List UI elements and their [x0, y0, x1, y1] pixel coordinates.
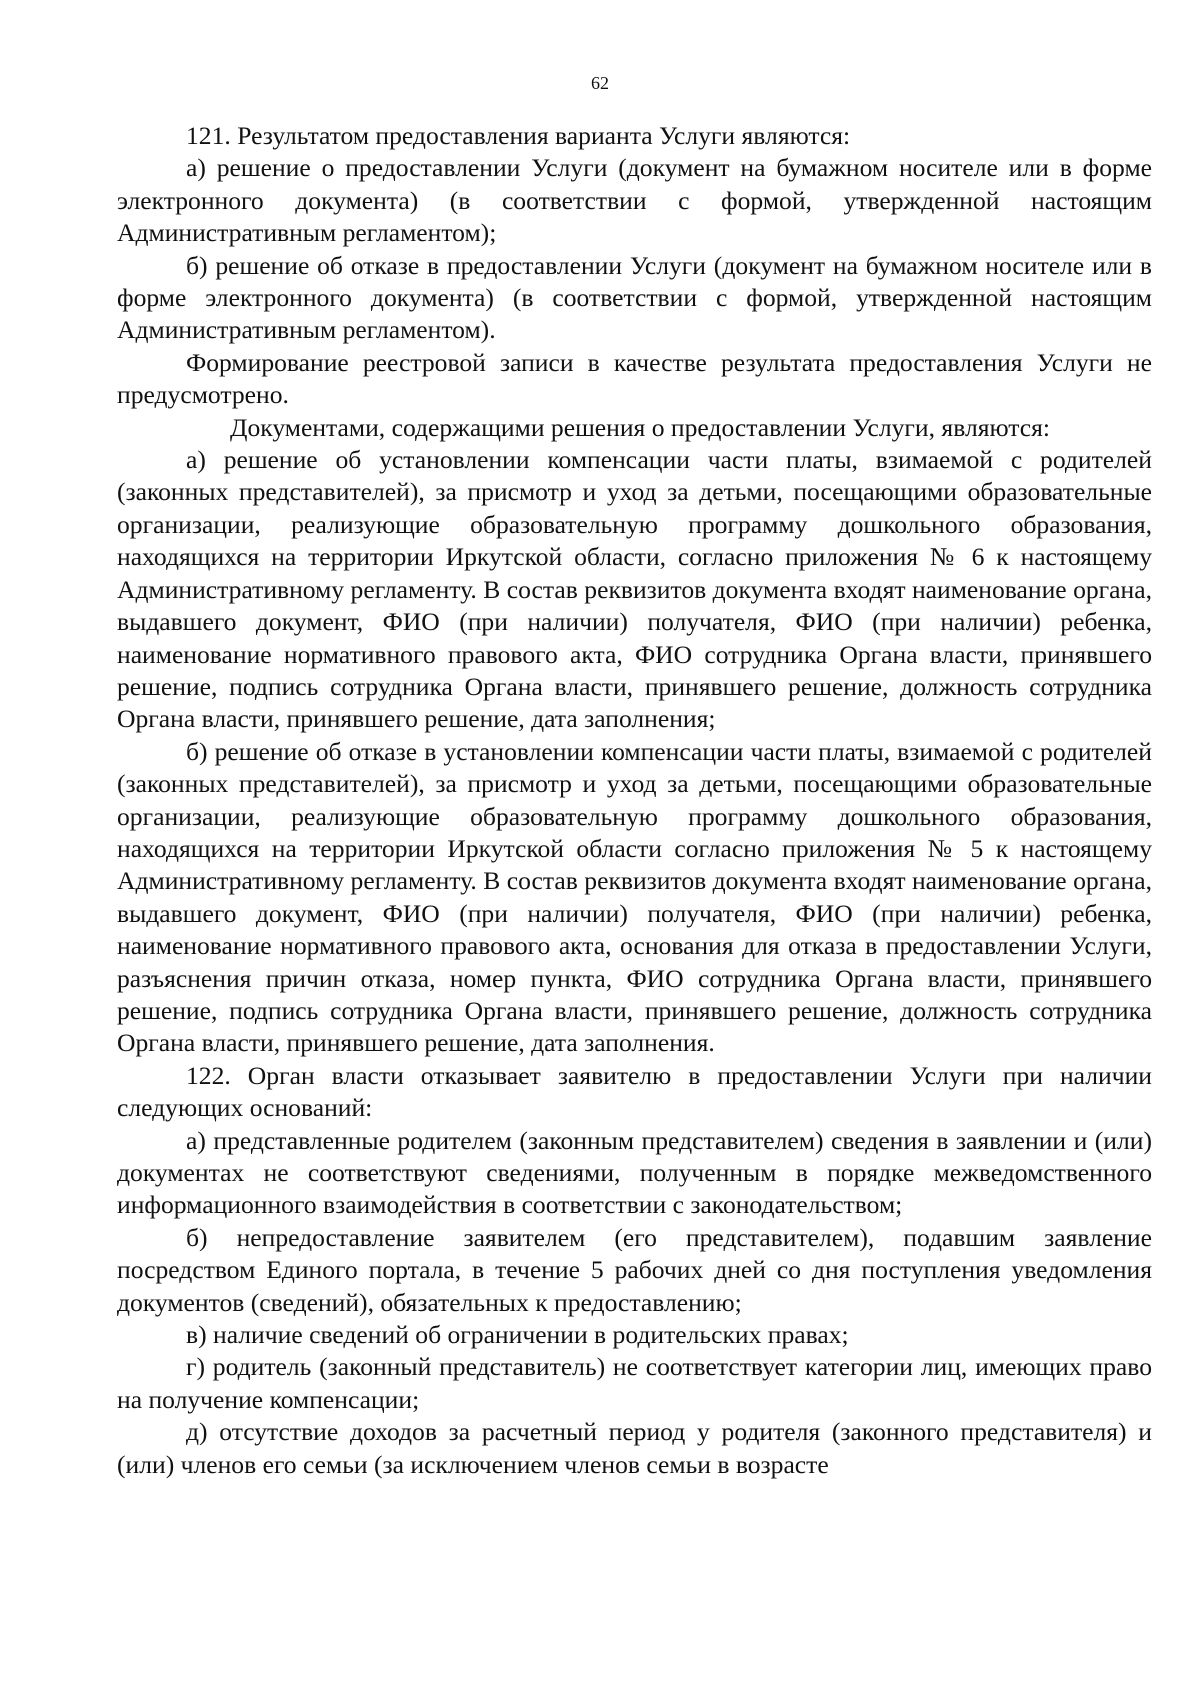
paragraph-122-d: д) отсутствие доходов за расчетный период у родителя (законного представителя) и (или) членов его семьи (за исключением членов семьи в возрасте [117, 1417, 1152, 1479]
paragraph-documents-intro: Документами, содержащими решения о предоставлении Услуги, являются: [230, 412, 1051, 442]
paragraph-documents-a: а) решение об установлении компенсации части платы, взимаемой с родителей (законных представителей), за присмотр и уход за детьми, посещающими образовательные организации, реализующие образовательную программу дошкольного образования, находящихся на территории Иркутской области, согласно приложения № 6 к настоящему Административному регламенту. В состав реквизитов документа входят наименование органа, выдавшего документ, ФИО (при наличии) получателя, ФИО (при наличии) ребенка, наименование нормативного правового акта, ФИО сотрудника Органа власти, принявшего решение, подпись сотрудника Органа власти, принявшего решение, должность сотрудника Органа власти, принявшего решение, дата заполнения; [117, 445, 1152, 734]
paragraph-registry-record: Формирование реестровой записи в качестве результата предоставления Услуги не предусмотрено. [117, 347, 1152, 410]
page-number: 62 [591, 73, 609, 93]
paragraph-121-a: а) решение о предоставлении Услуги (документ на бумажном носителе или в форме электронного документа) (в соответствии с формой, утвержденной настоящим Административным регламентом); [117, 153, 1152, 248]
document-body [117, 120, 1152, 1481]
paragraph-122-v: в) наличие сведений об ограничении в родительских правах; [186, 1320, 849, 1350]
paragraph-121-b: б) решение об отказе в предоставлении Услуги (документ на бумажном носителе или в форме электронного документа) (в соответствии с формой, утвержденной настоящим Административным регламентом). [117, 250, 1152, 345]
paragraph-documents-b: б) решение об отказе в установлении компенсации части платы, взимаемой с родителей (законных представителей), за присмотр и уход за детьми, посещающими образовательные организации, реализующие образовательную программу дошкольного образования, находящихся на территории Иркутской области согласно приложения № 5 к настоящему Административному регламенту. В состав реквизитов документа входят наименование органа, выдавшего документ, ФИО (при наличии) получателя, ФИО (при наличии) ребенка, наименование нормативного правового акта, основания для отказа в предоставлении Услуги, разъяснения причин отказа, номер пункта, ФИО сотрудника Органа власти, принявшего решение, подпись сотрудника Органа власти, принявшего решение, должность сотрудника Органа власти, принявшего решение, дата заполнения. [117, 736, 1152, 1058]
paragraph-122-a: а) представленные родителем (законным представителем) сведения в заявлении и (или) документах не соответствуют сведениями, полученным в порядке межведомственного информационного взаимодействия в соответствии с законодательством; [117, 1125, 1152, 1220]
paragraph-122-b: б) непредоставление заявителем (его представителем), подавшим заявление посредством Единого портала, в течение 5 рабочих дней со дня поступления уведомления документов (сведений), обязательных к предоставлению; [117, 1222, 1152, 1317]
paragraph-122-intro: 122. Орган власти отказывает заявителю в предоставлении Услуги при наличии следующих оснований: [117, 1060, 1152, 1123]
paragraph-121-intro: 121. Результатом предоставления варианта Услуги являются: [186, 121, 851, 150]
paragraph-122-g: г) родитель (законный представитель) не соответствует категории лиц, имеющих право на получение компенсации; [117, 1352, 1152, 1414]
